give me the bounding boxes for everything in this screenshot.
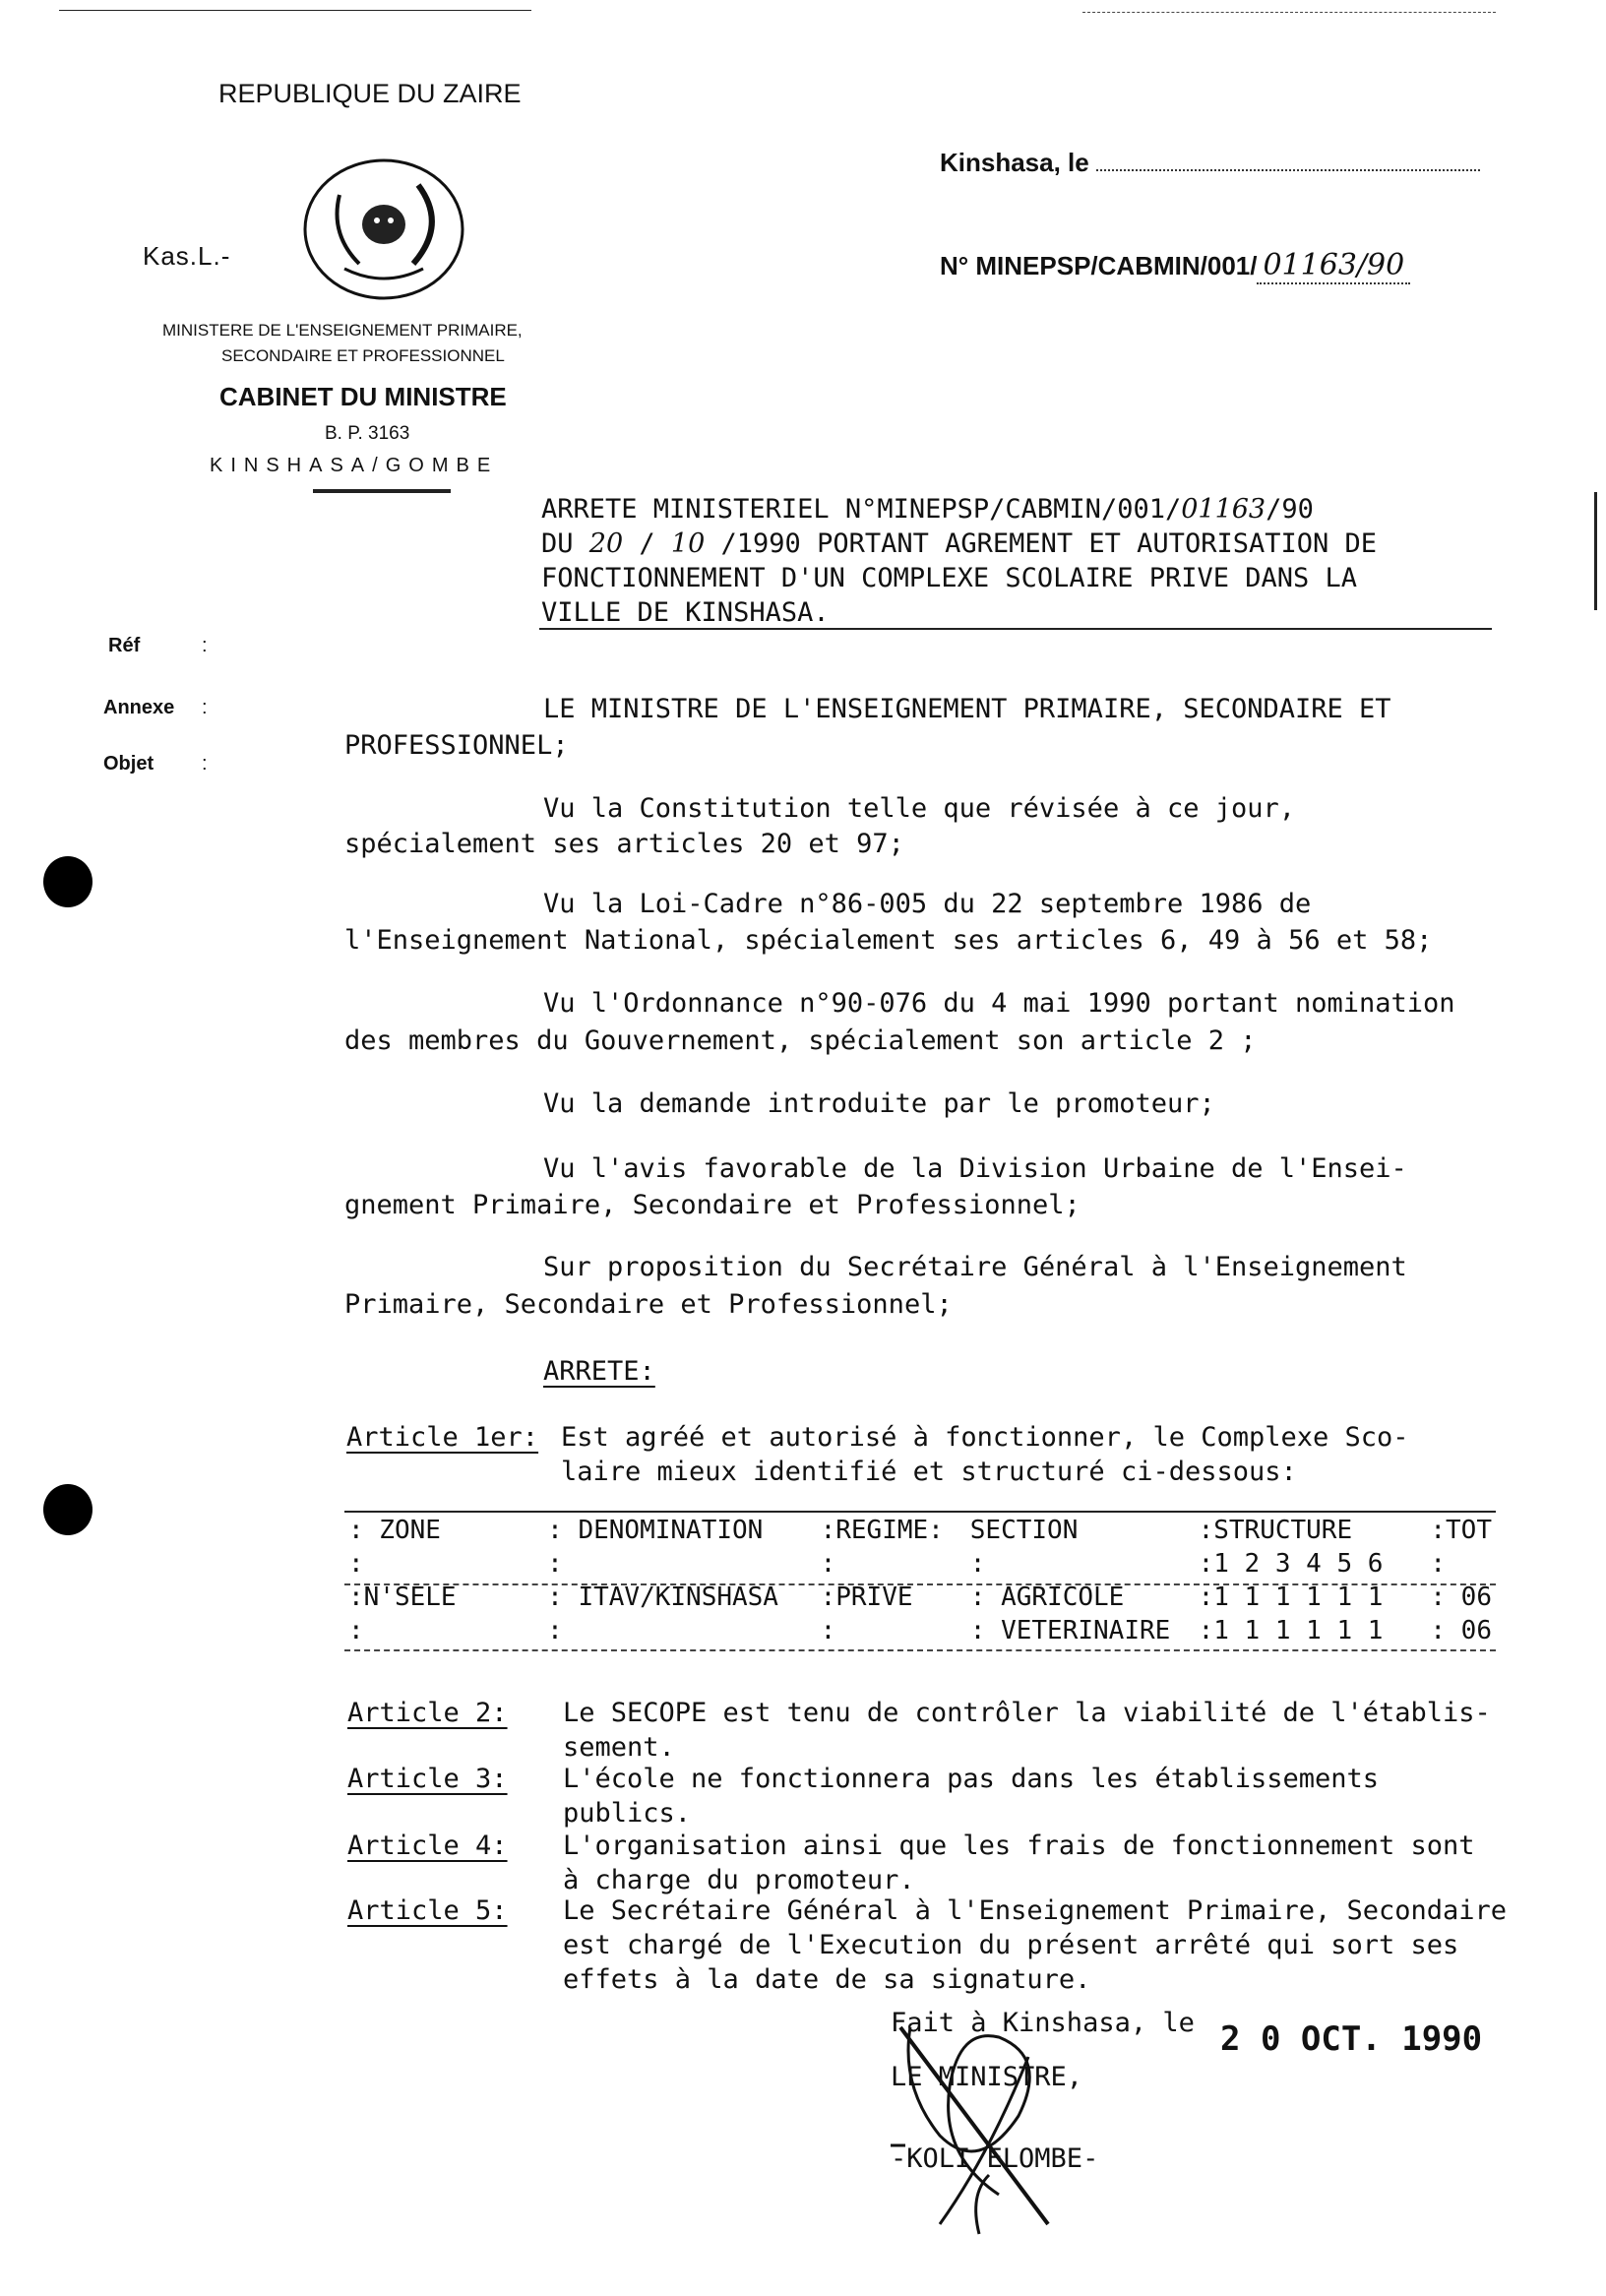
constitution-line-1: Vu la Constitution telle que révisée à ce jour, [543, 793, 1296, 824]
loi-cadre-line-2: l'Enseignement National, spécialement ses articles 6, 49 à 56 et 58; [344, 925, 1433, 956]
date-stamp: 2 0 OCT. 1990 [1220, 2019, 1483, 2059]
loi-cadre-line-1: Vu la Loi-Cadre n°86-005 du 22 septembre 1986 de [543, 889, 1312, 919]
cell-total: : 06 [1430, 1582, 1492, 1612]
article-1-line-1: Est agréé et autorisé à fonctionner, le Complexe Sco- [561, 1422, 1409, 1453]
cell-section: : AGRICOLE [969, 1582, 1125, 1612]
decree-title-line-2: DU 20 / 10 /1990 PORTANT AGREMENT ET AUTORISATION DE [541, 528, 1378, 559]
arrete-heading: ARRETE: [543, 1356, 655, 1387]
table-top-rule [344, 1511, 1496, 1513]
article-2-label: Article 2: [347, 1698, 508, 1728]
ministry-line-1: MINISTERE DE L'ENSEIGNEMENT PRIMAIRE, [162, 321, 523, 340]
sub-zone: : [348, 1549, 364, 1579]
cell-denomination: : [547, 1616, 563, 1645]
th-structure: :STRUCTURE [1198, 1516, 1353, 1545]
table-row [344, 1614, 1496, 1647]
avis-line-1: Vu l'avis favorable de la Division Urbaine de l'Ensei- [543, 1153, 1407, 1184]
signature-place: Fait à Kinshasa, le [891, 2008, 1195, 2038]
country-name: REPUBLIQUE DU ZAIRE [218, 79, 522, 108]
punch-hole-bottom [43, 1484, 93, 1535]
minister-line-2: PROFESSIONNEL; [344, 730, 569, 761]
article-4-line-2: à charge du promoteur. [563, 1865, 915, 1895]
cell-structure: :1 1 1 1 1 1 [1198, 1582, 1384, 1612]
table-header-row [344, 1514, 1496, 1547]
ref-colon: : [202, 635, 208, 656]
sub-section: : [969, 1549, 986, 1579]
avis-line-2: gnement Primaire, Secondaire et Professionnel; [344, 1190, 1081, 1220]
cell-zone: : [348, 1616, 364, 1645]
decree-title-line-3: FONCTIONNEMENT D'UN COMPLEXE SCOLAIRE PRIVE DANS LA [541, 563, 1358, 593]
punch-hole-top [43, 856, 93, 907]
right-edge-mark [1594, 492, 1597, 610]
article-2-line-1: Le SECOPE est tenu de contrôler la viabilité de l'établis- [563, 1698, 1491, 1728]
cell-regime: : [820, 1616, 836, 1645]
minister-line-1: LE MINISTRE DE L'ENSEIGNEMENT PRIMAIRE, SECONDAIRE ET [543, 694, 1391, 724]
table-bottom-rule [344, 1649, 1496, 1651]
signatory-name: -KOLI ELOMBE- [891, 2143, 1099, 2174]
article-4-line-1: L'organisation ainsi que les frais de fonctionnement sont [563, 1831, 1475, 1861]
reference-initials: Kas.L.- [143, 241, 231, 271]
coat-of-arms-emblem [300, 155, 467, 303]
article-5-line-2: est chargé de l'Execution du présent arrêté qui sort ses [563, 1930, 1459, 1960]
proposal-line-2: Primaire, Secondaire et Professionnel; [344, 1289, 953, 1320]
postal-box: B. P. 3163 [325, 423, 410, 444]
annex-colon: : [202, 697, 208, 718]
th-total: :TOT [1430, 1516, 1492, 1545]
th-denomination: : DENOMINATION [547, 1516, 764, 1545]
subject-label: Objet [103, 753, 154, 775]
article-4-label: Article 4: [347, 1831, 508, 1861]
handwritten-signature [881, 1998, 1137, 2254]
sub-total: : [1430, 1549, 1447, 1579]
ministry-line-2: SECONDAIRE ET PROFESSIONNEL [221, 346, 505, 365]
article-1-label: Article 1er: [346, 1422, 539, 1453]
article-5-label: Article 5: [347, 1895, 508, 1926]
reference-handwritten: 01163/90 [1257, 248, 1410, 284]
article-5-line-3: effets à la date de sa signature. [563, 1964, 1091, 1995]
cell-structure: :1 1 1 1 1 1 [1198, 1616, 1384, 1645]
city-underline [313, 489, 451, 493]
decree-title-underline [539, 628, 1492, 630]
city-commune: KINSHASA/GOMBE [210, 455, 499, 476]
table-subheader-row [344, 1547, 1496, 1581]
ordonnance-line-2: des membres du Gouvernement, spécialement son article 2 ; [344, 1025, 1257, 1056]
decree-title-line-1: ARRETE MINISTERIEL N°MINEPSP/CABMIN/001/01163/90 [541, 494, 1314, 525]
annex-label: Annexe [103, 697, 175, 718]
article-3-label: Article 3: [347, 1764, 508, 1794]
article-1-line-2: laire mieux identifié et structuré ci-dessous: [561, 1457, 1297, 1487]
sub-denomination: : [547, 1549, 563, 1579]
sub-structure: :1 2 3 4 5 6 [1198, 1549, 1384, 1579]
decree-title-line-4: VILLE DE KINSHASA. [541, 597, 830, 628]
date-blank [1096, 150, 1480, 171]
sub-regime: : [820, 1549, 836, 1579]
cabinet-title: CABINET DU MINISTRE [219, 382, 507, 411]
reference-number: N° MINEPSP/CABMIN/001/ 01163/90 [940, 248, 1410, 284]
th-regime: :REGIME: [820, 1516, 944, 1545]
th-section: SECTION [969, 1516, 1079, 1545]
cell-total: : 06 [1430, 1616, 1492, 1645]
place-date-label: Kinshasa, le [940, 148, 1480, 178]
article-3-line-1: L'école ne fonctionnera pas dans les établissements [563, 1764, 1380, 1794]
top-edge-dash [1082, 12, 1496, 13]
ordonnance-line-1: Vu l'Ordonnance n°90-076 du 4 mai 1990 portant nomination [543, 988, 1455, 1019]
cell-denomination: : ITAV/KINSHASA [547, 1582, 778, 1612]
cell-zone: :N'SELE [348, 1582, 457, 1612]
request-line: Vu la demande introduite par le promoteur; [543, 1088, 1215, 1119]
school-structure-table [344, 1514, 1496, 1647]
constitution-line-2: spécialement ses articles 20 et 97; [344, 829, 904, 859]
article-3-line-2: publics. [563, 1798, 692, 1829]
subject-colon: : [202, 753, 208, 775]
cell-regime: :PRIVE [820, 1582, 913, 1612]
table-header-divider [344, 1583, 1496, 1585]
ref-label: Réf [108, 635, 141, 656]
article-5-line-1: Le Secrétaire Général à l'Enseignement Primaire, Secondaire [563, 1895, 1508, 1926]
table-row [344, 1581, 1496, 1614]
signature-title: LE MINISTRE, [891, 2062, 1083, 2092]
article-2-line-2: sement. [563, 1732, 675, 1763]
top-edge-line [59, 10, 531, 11]
th-zone: : ZONE [348, 1516, 441, 1545]
proposal-line-1: Sur proposition du Secrétaire Général à l'Enseignement [543, 1252, 1407, 1282]
cell-section: : VETERINAIRE [969, 1616, 1171, 1645]
